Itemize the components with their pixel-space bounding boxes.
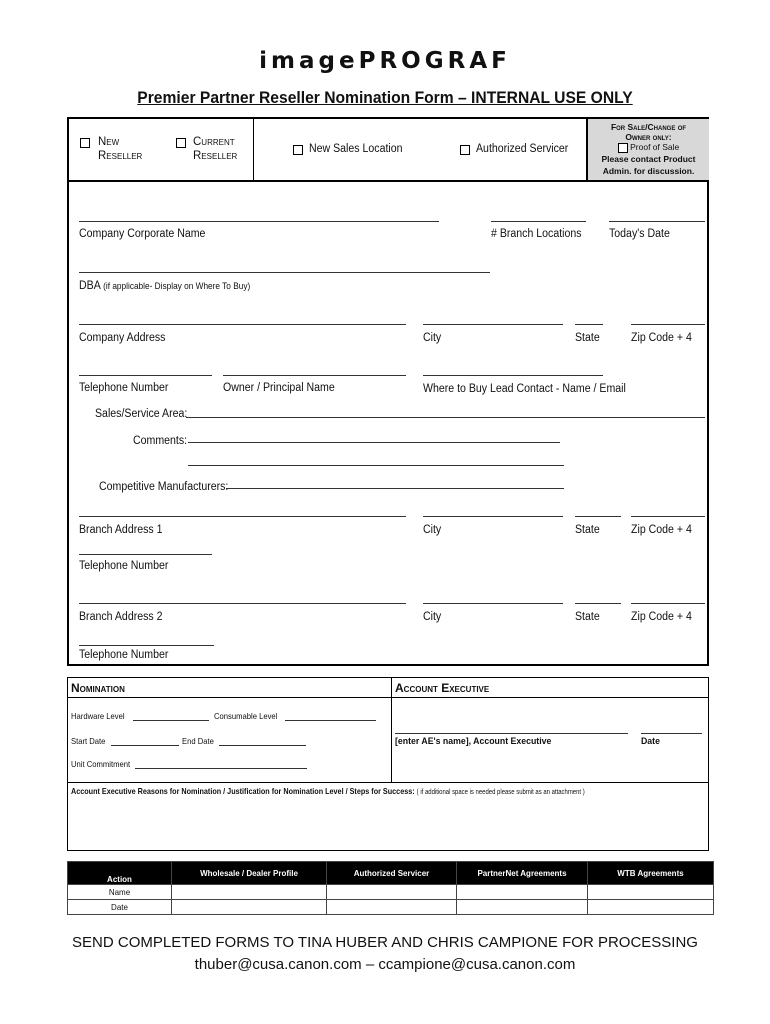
sales-area-label: Sales/Service Area:: [95, 408, 188, 420]
comments-line-2[interactable]: [188, 465, 564, 466]
dba-label: DBA (if applicable- Display on Where To Buy): [79, 280, 251, 292]
name-wholesale-cell[interactable]: [172, 885, 327, 900]
brand-logo: imagePROGRAF: [259, 48, 511, 74]
competitive-line[interactable]: [226, 488, 564, 489]
branch1-telephone-line[interactable]: [79, 554, 212, 555]
state-line[interactable]: [575, 324, 603, 325]
ae-name-label: [enter AE's name], Account Executive: [395, 736, 552, 747]
branch2-city-label: City: [423, 611, 442, 623]
footer-emails: thuber@cusa.canon.com – ccampione@cusa.canon.com: [194, 956, 576, 973]
date-partnernet-cell[interactable]: [457, 900, 588, 915]
sale-box-line2: Owner only:: [625, 132, 672, 142]
row-date-label: Date: [68, 900, 172, 915]
row-name-label: Name: [68, 885, 172, 900]
authorized-servicer-label: Authorized Servicer: [476, 143, 569, 155]
sale-change-owner-box: [587, 119, 709, 180]
branch1-state-line[interactable]: [575, 516, 621, 517]
footer-instructions: SEND COMPLETED FORMS TO TINA HUBER AND CHRIS CAMPIONE FOR PROCESSING: [72, 934, 698, 951]
branch1-state-label: State: [575, 524, 600, 536]
date-wtb-cell[interactable]: [588, 900, 714, 915]
nomination-header: Nomination: [71, 681, 125, 695]
current-reseller-label: Current Reseller: [193, 136, 238, 162]
branch2-zip-line[interactable]: [631, 603, 705, 604]
comments-label: Comments:: [133, 435, 188, 447]
comments-line-1[interactable]: [188, 442, 560, 443]
col-wholesale: Wholesale / Dealer Profile: [172, 862, 327, 885]
name-servicer-cell[interactable]: [327, 885, 457, 900]
new-reseller-label: New Reseller: [98, 136, 143, 162]
branch2-address-label: Branch Address 2: [79, 611, 163, 623]
reasons-text-area[interactable]: [70, 800, 706, 848]
owner-line[interactable]: [223, 375, 406, 376]
consumable-level-line[interactable]: [285, 720, 376, 721]
new-reseller-checkbox[interactable]: [80, 138, 90, 148]
company-address-line[interactable]: [79, 324, 406, 325]
sale-box-line4: Please contact Product: [601, 154, 696, 164]
col-action: Action: [68, 862, 172, 885]
competitive-label: Competitive Manufacturers:: [99, 481, 229, 493]
branch-locations-line[interactable]: [491, 221, 586, 222]
col-wtb: WTB Agreements: [588, 862, 714, 885]
branch2-zip-label: Zip Code + 4: [631, 611, 692, 623]
branch2-address-line[interactable]: [79, 603, 406, 604]
ae-header: Account Executive: [395, 681, 490, 695]
current-reseller-checkbox[interactable]: [176, 138, 186, 148]
ae-date-label: Date: [641, 736, 660, 747]
name-partnernet-cell[interactable]: [457, 885, 588, 900]
unit-commitment-label: Unit Commitment: [71, 759, 131, 769]
todays-date-label: Today's Date: [609, 228, 670, 240]
col-authorized-servicer: Authorized Servicer: [327, 862, 457, 885]
hardware-level-label: Hardware Level: [71, 711, 125, 721]
company-name-line[interactable]: [79, 221, 439, 222]
proof-of-sale-checkbox[interactable]: [618, 143, 628, 153]
ae-name-line[interactable]: [395, 733, 628, 734]
branch1-telephone-label: Telephone Number: [79, 560, 169, 572]
sale-box-line5: Admin. for discussion.: [602, 166, 695, 176]
hardware-level-line[interactable]: [133, 720, 209, 721]
owner-label: Owner / Principal Name: [223, 382, 335, 394]
wtb-contact-label: Where to Buy Lead Contact - Name / Email: [423, 383, 626, 395]
zip-line[interactable]: [631, 324, 705, 325]
telephone-line[interactable]: [79, 375, 212, 376]
city-line[interactable]: [423, 324, 563, 325]
branch-locations-label: # Branch Locations: [491, 228, 582, 240]
proof-of-sale-label: Proof of Sale: [630, 142, 680, 152]
date-servicer-cell[interactable]: [327, 900, 457, 915]
end-date-line[interactable]: [219, 745, 306, 746]
start-date-label: Start Date: [71, 736, 106, 746]
date-wholesale-cell[interactable]: [172, 900, 327, 915]
consumable-level-label: Consumable Level: [214, 711, 278, 721]
wtb-contact-line[interactable]: [423, 375, 603, 376]
branch1-city-line[interactable]: [423, 516, 563, 517]
branch1-address-line[interactable]: [79, 516, 406, 517]
branch2-state-line[interactable]: [575, 603, 621, 604]
reasons-label: Account Executive Reasons for Nomination / Justification for Nomination Level / Steps for Success: ( if additional space is needed please submit as an attachment ): [71, 786, 585, 796]
new-sales-location-checkbox[interactable]: [293, 145, 303, 155]
dba-line[interactable]: [79, 272, 490, 273]
sale-box-line1: For Sale/Change of: [610, 122, 687, 132]
branch2-telephone-line[interactable]: [79, 645, 214, 646]
company-name-label: Company Corporate Name: [79, 228, 206, 240]
end-date-label: End Date: [182, 736, 214, 746]
city-label: City: [423, 332, 442, 344]
sales-area-line[interactable]: [186, 417, 705, 418]
todays-date-line[interactable]: [609, 221, 705, 222]
authorized-servicer-checkbox[interactable]: [460, 145, 470, 155]
telephone-label: Telephone Number: [79, 382, 169, 394]
branch2-state-label: State: [575, 611, 600, 623]
branch1-zip-line[interactable]: [631, 516, 705, 517]
zip-label: Zip Code + 4: [631, 332, 692, 344]
new-sales-location-label: New Sales Location: [309, 143, 403, 155]
ae-date-line[interactable]: [641, 733, 702, 734]
name-wtb-cell[interactable]: [588, 885, 714, 900]
branch1-city-label: City: [423, 524, 442, 536]
branch2-telephone-label: Telephone Number: [79, 649, 169, 661]
col-partnernet: PartnerNet Agreements: [457, 862, 588, 885]
branch1-zip-label: Zip Code + 4: [631, 524, 692, 536]
state-label: State: [575, 332, 600, 344]
routing-table: [67, 861, 714, 915]
unit-commitment-line[interactable]: [135, 768, 307, 769]
branch2-city-line[interactable]: [423, 603, 563, 604]
branch1-address-label: Branch Address 1: [79, 524, 163, 536]
form-title: Premier Partner Reseller Nomination Form – INTERNAL USE ONLY: [137, 88, 633, 107]
start-date-line[interactable]: [111, 745, 179, 746]
company-address-label: Company Address: [79, 332, 166, 344]
